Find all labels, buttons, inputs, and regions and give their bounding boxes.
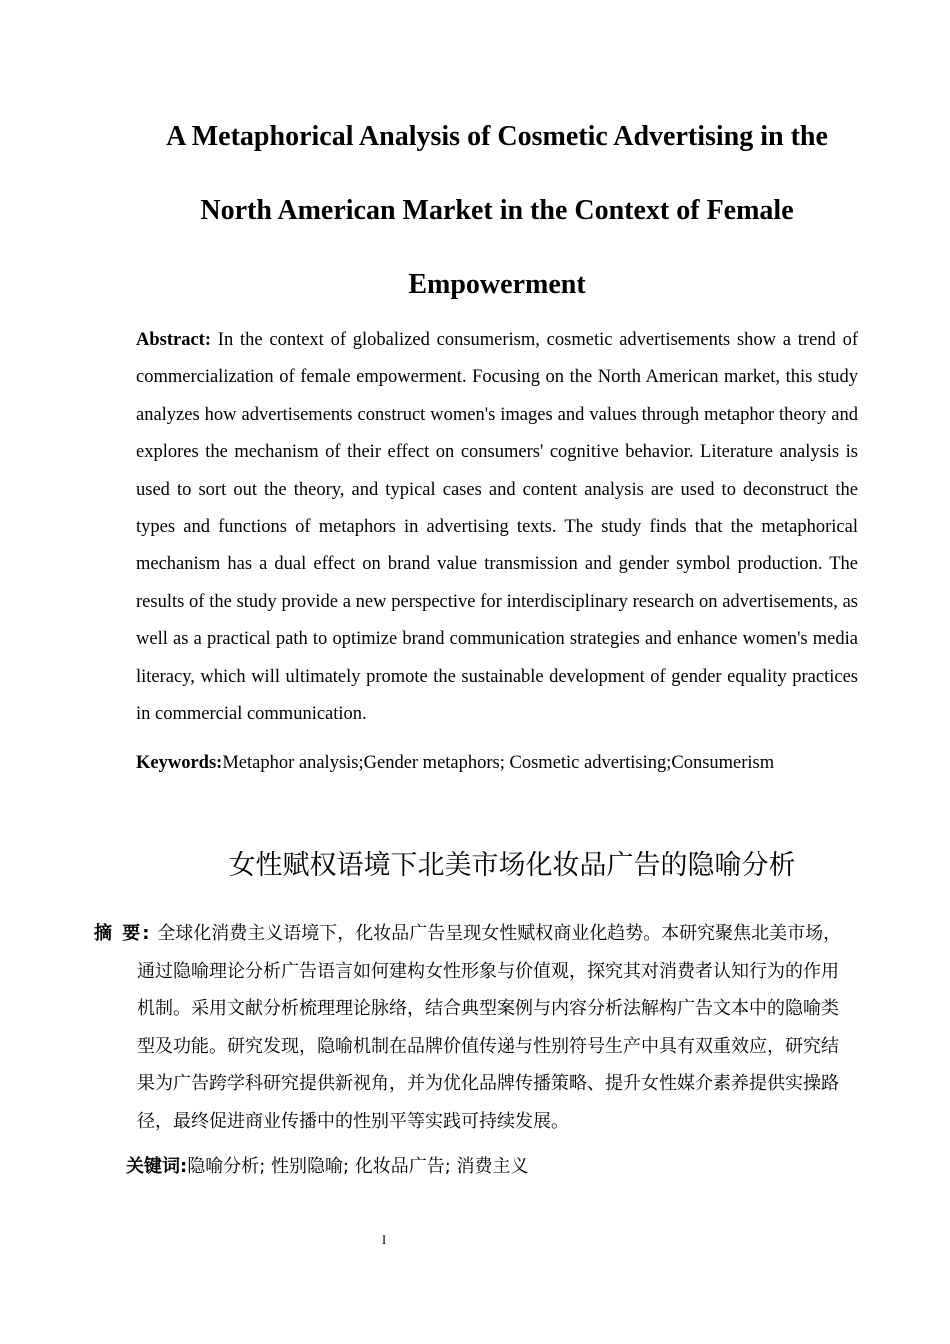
english-title <box>120 100 874 322</box>
english-abstract-label: Abstract: <box>136 330 212 350</box>
english-keywords <box>136 745 858 781</box>
chinese-abstract-text: 全球化消费主义语境下，化妆品广告呈现女性赋权商业化趋势。本研究聚焦北美市场，通过隐喻理论分析广告语言如何建构女性形象与价值观，探究其对消费者认知行为的作用机制。采用文献分析梳理理论脉络，结合典型案例与内容分析法解构广告文本中的隐喻类型及功能。研究发现，隐喻机制在品牌价值传递与性别符号生产中具有双重效应，研究结果为广告跨学科研究提供新视角，并为优化品牌传播策略、提升女性媒介素养提供实操路径，最终促进商业传播中的性别平等实践可持续发展。 <box>137 923 842 1132</box>
chinese-keywords <box>126 1150 826 1184</box>
english-abstract <box>136 322 858 733</box>
chinese-title: 女性赋权语境下北美市场化妆品广告的隐喻分析 <box>228 850 796 881</box>
chinese-keywords-text: 隐喻分析; 性别隐喻; 化妆品广告; 消费主义 <box>187 1156 529 1177</box>
page-number: I <box>381 1232 387 1247</box>
chinese-keywords-label: 关键词: <box>126 1156 188 1177</box>
english-title-line-3: Empowerment <box>408 269 586 300</box>
english-keywords-text: Metaphor analysis;Gender metaphors; Cosmetic advertising;Consumerism <box>222 753 775 773</box>
english-title-line-1: A Metaphorical Analysis of Cosmetic Advertising in the <box>166 121 828 152</box>
english-keywords-label: Keywords: <box>136 753 223 773</box>
chinese-abstract <box>94 915 852 1141</box>
english-abstract-text: In the context of globalized consumerism, cosmetic advertisements show a trend of commercialization of female empowerment. Focusing on the North American market, this study analyzes how advertisements construct women's images and values through metaphor theory and explores the mechanism of their effect on consumers' cognitive behavior. Literature analysis is used to sort out the theory, and typical cases and content analysis are used to deconstruct the types and functions of metaphors in advertising texts. The study finds that the metaphorical mechanism has a dual effect on brand value transmission and gender symbol production. The results of the study provide a new perspective for interdisciplinary research on advertisements, as well as a practical path to optimize brand communication strategies and enhance women's media literacy, which will ultimately promote the sustainable development of gender equality practices in commercial communication. <box>136 330 858 725</box>
english-title-line-2: North American Market in the Context of Female <box>200 195 794 226</box>
chinese-abstract-label: 摘 要: <box>94 923 152 944</box>
